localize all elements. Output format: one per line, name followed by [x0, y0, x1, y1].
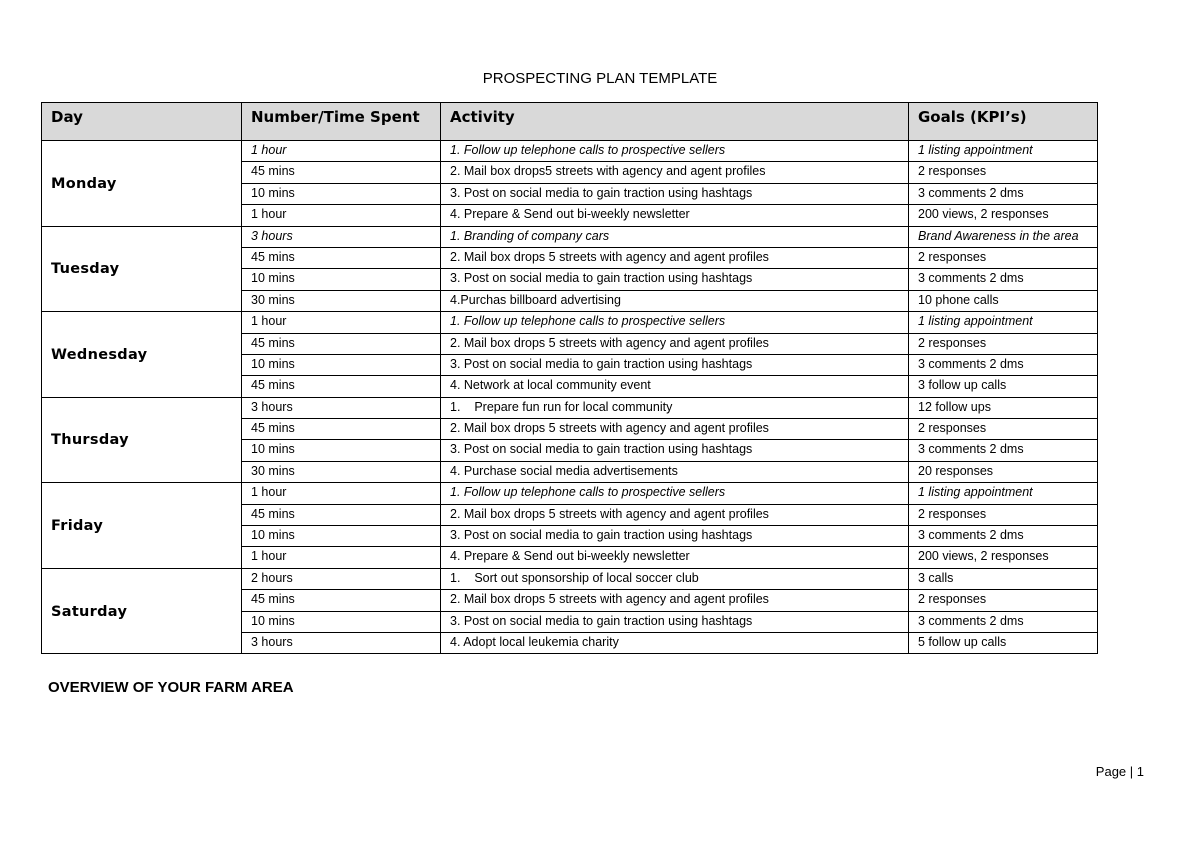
header-time-spent: Number/Time Spent — [242, 103, 441, 141]
activity-cell: 2. Mail box drops 5 streets with agency and agent profiles — [441, 333, 909, 354]
time-cell: 45 mins — [242, 419, 441, 440]
goal-cell: 3 comments 2 dms — [909, 440, 1098, 461]
activity-cell: 1. Sort out sponsorship of local soccer club — [441, 568, 909, 589]
table-header-row — [42, 103, 1098, 141]
activity-cell: 1. Branding of company cars — [441, 226, 909, 247]
time-cell: 45 mins — [242, 590, 441, 611]
time-cell: 1 hour — [242, 141, 441, 162]
activity-cell: 1. Prepare fun run for local community — [441, 397, 909, 418]
activity-cell: 4. Prepare & Send out bi-weekly newsletter — [441, 205, 909, 226]
time-cell: 30 mins — [242, 290, 441, 311]
goal-cell: 2 responses — [909, 247, 1098, 268]
goal-cell: 1 listing appointment — [909, 141, 1098, 162]
time-cell: 45 mins — [242, 247, 441, 268]
activity-cell: 2. Mail box drops 5 streets with agency and agent profiles — [441, 504, 909, 525]
day-label-tuesday: Tuesday — [42, 226, 242, 312]
time-cell: 45 mins — [242, 376, 441, 397]
activity-cell: 2. Mail box drops5 streets with agency and agent profiles — [441, 162, 909, 183]
time-cell: 3 hours — [242, 226, 441, 247]
activity-cell: 1. Follow up telephone calls to prospective sellers — [441, 141, 909, 162]
goal-cell: 200 views, 2 responses — [909, 205, 1098, 226]
activity-cell: 4. Adopt local leukemia charity — [441, 632, 909, 653]
header-day: Day — [42, 103, 242, 141]
activity-cell: 4. Purchase social media advertisements — [441, 461, 909, 482]
page-number: Page | 1 — [1095, 764, 1144, 779]
goal-cell: 3 comments 2 dms — [909, 354, 1098, 375]
activity-cell: 4.Purchas billboard advertising — [441, 290, 909, 311]
time-cell: 1 hour — [242, 312, 441, 333]
goal-cell: 3 calls — [909, 568, 1098, 589]
activity-cell: 2. Mail box drops 5 streets with agency and agent profiles — [441, 590, 909, 611]
time-cell: 10 mins — [242, 269, 441, 290]
goal-cell: Brand Awareness in the area — [909, 226, 1098, 247]
table-row — [42, 141, 1098, 162]
goal-cell: 2 responses — [909, 419, 1098, 440]
goal-cell: 3 follow up calls — [909, 376, 1098, 397]
day-label-thursday: Thursday — [42, 397, 242, 483]
day-label-friday: Friday — [42, 483, 242, 569]
activity-cell: 2. Mail box drops 5 streets with agency and agent profiles — [441, 247, 909, 268]
time-cell: 10 mins — [242, 526, 441, 547]
goal-cell: 200 views, 2 responses — [909, 547, 1098, 568]
table-row — [42, 568, 1098, 589]
activity-cell: 3. Post on social media to gain traction using hashtags — [441, 183, 909, 204]
activity-cell: 4. Network at local community event — [441, 376, 909, 397]
activity-cell: 3. Post on social media to gain traction using hashtags — [441, 354, 909, 375]
time-cell: 3 hours — [242, 632, 441, 653]
day-label-wednesday: Wednesday — [42, 312, 242, 398]
activity-cell: 3. Post on social media to gain traction using hashtags — [441, 440, 909, 461]
goal-cell: 12 follow ups — [909, 397, 1098, 418]
goal-cell: 2 responses — [909, 333, 1098, 354]
time-cell: 1 hour — [242, 483, 441, 504]
goal-cell: 2 responses — [909, 162, 1098, 183]
time-cell: 45 mins — [242, 333, 441, 354]
goal-cell: 2 responses — [909, 504, 1098, 525]
goal-cell: 20 responses — [909, 461, 1098, 482]
overview-heading: OVERVIEW OF YOUR FARM AREA — [48, 679, 294, 696]
day-label-saturday: Saturday — [42, 568, 242, 654]
activity-cell: 3. Post on social media to gain traction using hashtags — [441, 526, 909, 547]
prospecting-plan-table — [41, 102, 1098, 654]
goal-cell: 2 responses — [909, 590, 1098, 611]
time-cell: 10 mins — [242, 440, 441, 461]
time-cell: 2 hours — [242, 568, 441, 589]
table-row — [42, 483, 1098, 504]
time-cell: 30 mins — [242, 461, 441, 482]
goal-cell: 3 comments 2 dms — [909, 526, 1098, 547]
header-activity: Activity — [441, 103, 909, 141]
goal-cell: 3 comments 2 dms — [909, 269, 1098, 290]
activity-cell: 3. Post on social media to gain traction using hashtags — [441, 269, 909, 290]
time-cell: 10 mins — [242, 611, 441, 632]
goal-cell: 1 listing appointment — [909, 483, 1098, 504]
table-row — [42, 226, 1098, 247]
day-label-monday: Monday — [42, 141, 242, 227]
document-title: PROSPECTING PLAN TEMPLATE — [482, 70, 718, 87]
time-cell: 10 mins — [242, 183, 441, 204]
activity-cell: 1. Follow up telephone calls to prospective sellers — [441, 312, 909, 333]
goal-cell: 5 follow up calls — [909, 632, 1098, 653]
goal-cell: 3 comments 2 dms — [909, 611, 1098, 632]
table-row — [42, 397, 1098, 418]
goal-cell: 1 listing appointment — [909, 312, 1098, 333]
activity-cell: 4. Prepare & Send out bi-weekly newsletter — [441, 547, 909, 568]
time-cell: 45 mins — [242, 162, 441, 183]
time-cell: 1 hour — [242, 547, 441, 568]
time-cell: 10 mins — [242, 354, 441, 375]
time-cell: 45 mins — [242, 504, 441, 525]
goal-cell: 3 comments 2 dms — [909, 183, 1098, 204]
activity-cell: 1. Follow up telephone calls to prospective sellers — [441, 483, 909, 504]
time-cell: 3 hours — [242, 397, 441, 418]
activity-cell: 3. Post on social media to gain traction using hashtags — [441, 611, 909, 632]
table-body — [42, 141, 1098, 654]
activity-cell: 2. Mail box drops 5 streets with agency and agent profiles — [441, 419, 909, 440]
header-goals: Goals (KPI’s) — [909, 103, 1098, 141]
goal-cell: 10 phone calls — [909, 290, 1098, 311]
time-cell: 1 hour — [242, 205, 441, 226]
table-row — [42, 312, 1098, 333]
